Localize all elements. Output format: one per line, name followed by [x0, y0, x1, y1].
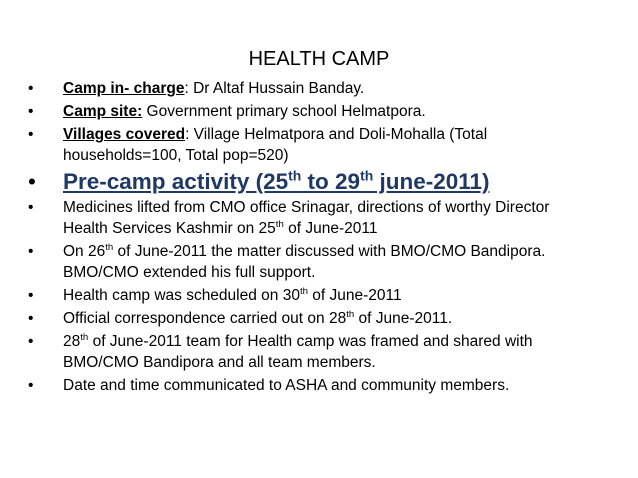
activity-text: BMO/CMO extended his full support. — [63, 264, 316, 281]
camp-site-value: Government primary school Helmatpora. — [142, 103, 426, 120]
activity-sup: th — [299, 285, 308, 297]
activity-text: Date and time communicated to ASHA and community members. — [63, 377, 510, 394]
bullet-matter-discussed — [28, 241, 628, 283]
villages-covered-label: Villages covered — [63, 126, 186, 143]
pre-camp-part1: Pre-camp activity (25 — [63, 169, 289, 194]
activity-sup: th — [346, 308, 355, 320]
bullet-glyph: • — [28, 80, 34, 97]
activity-text: Health Services Kashmir on 25 — [63, 220, 276, 237]
activity-text: of June-2011 the matter discussed with BMO/CMO Bandipora. — [113, 243, 546, 260]
activity-text: On 26 — [63, 243, 106, 260]
villages-covered-value-cont: households=100, Total pop=520) — [63, 147, 289, 164]
camp-in-charge-value: : Dr Altaf Hussain Banday. — [184, 80, 365, 97]
bullet-medicines-lifted — [28, 197, 628, 239]
bullet-team-framed — [28, 331, 628, 373]
bullet-official-correspondence — [28, 308, 628, 329]
bullet-glyph: • — [28, 243, 34, 260]
activity-sup: th — [80, 331, 89, 343]
bullet-glyph: • — [28, 287, 34, 304]
bullet-list — [28, 78, 628, 398]
slide-title: HEALTH CAMP — [248, 48, 390, 70]
activity-text: 28 — [63, 333, 81, 350]
bullet-glyph: • — [28, 126, 34, 143]
bullet-villages-covered — [28, 124, 628, 166]
activity-text: of June-2011 — [283, 220, 378, 237]
activity-sup: th — [105, 241, 114, 253]
pre-camp-part3: june-2011) — [373, 169, 490, 194]
activity-sup: th — [275, 218, 284, 230]
bullet-glyph: • — [28, 377, 34, 394]
activity-text: of June-2011 team for Health camp was framed and shared with — [88, 333, 533, 350]
bullet-glyph: • — [28, 169, 36, 194]
bullet-glyph: • — [28, 103, 34, 120]
camp-in-charge-label: Camp in- charge — [63, 80, 185, 97]
pre-camp-sup1: th — [288, 167, 302, 184]
bullet-camp-in-charge — [28, 78, 628, 99]
bullet-glyph: • — [28, 310, 34, 327]
activity-text: Health camp was scheduled on 30 — [63, 287, 300, 304]
pre-camp-heading — [63, 169, 490, 194]
villages-covered-value: : Village Helmatpora and Doli-Mohalla (Total — [185, 126, 488, 143]
bullet-glyph: • — [28, 333, 34, 350]
pre-camp-sup2: th — [360, 167, 374, 184]
camp-site-label: Camp site: — [63, 103, 143, 120]
bullet-camp-site — [28, 101, 628, 122]
bullet-glyph: • — [28, 199, 34, 216]
activity-text: Medicines lifted from CMO office Srinagar, directions of worthy Director — [63, 199, 550, 216]
bullet-camp-scheduled — [28, 285, 628, 306]
activity-text: of June-2011 — [307, 287, 402, 304]
bullet-date-communicated — [28, 375, 628, 396]
activity-text: Official correspondence carried out on 28 — [63, 310, 347, 327]
activity-text: of June-2011. — [354, 310, 453, 327]
bullet-pre-camp-activity — [28, 168, 628, 196]
pre-camp-part2: to 29 — [301, 169, 361, 194]
activity-text: BMO/CMO Bandipora and all team members. — [63, 354, 376, 371]
